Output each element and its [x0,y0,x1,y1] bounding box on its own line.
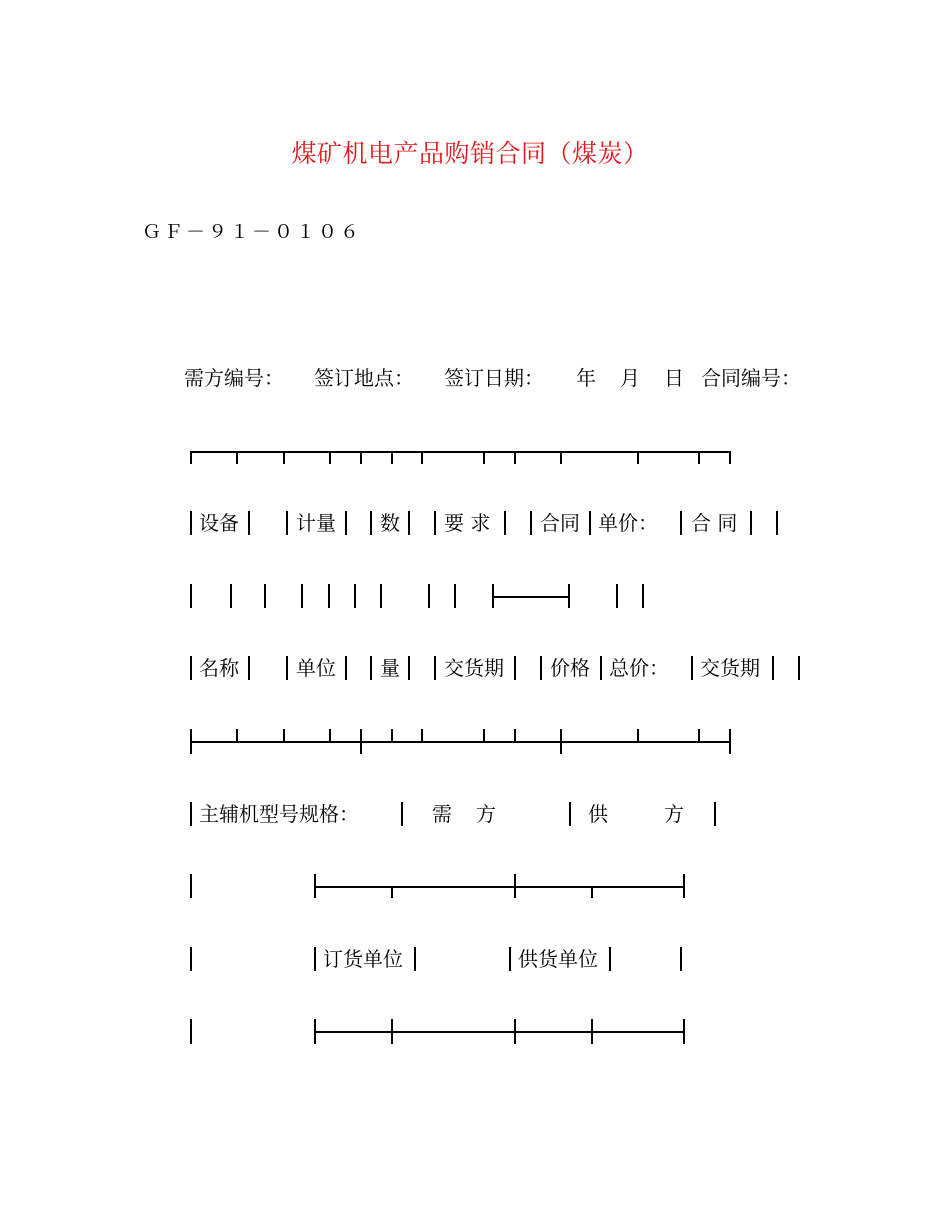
document-code: ＧＦ－９１－０１０６ [142,221,363,243]
cell-buyer-2: 方 [476,802,496,826]
cell-buyer: 需 [432,802,452,826]
sign-date-label: 签订日期： [444,366,544,390]
cell-spec: 主辅机型号规格： [199,802,359,826]
cell-unit-price: 单价： [598,511,658,535]
cell-total-price: 总价： [609,656,669,680]
cell-name: 名称 [199,656,239,680]
cell-order-unit: 订货单位 [323,947,403,971]
cell-supply-unit: 供货单位 [518,947,598,971]
cell-delivery-period-2: 交货期 [700,656,760,680]
month-label: 月 [620,366,640,390]
cell-requirement: 要 求 [444,511,491,535]
buyer-number-label: 需方编号： [184,366,284,390]
cell-measure: 计量 [296,511,336,535]
contract-number-label: 合同编号： [701,366,801,390]
sign-place-label: 签订地点： [314,366,414,390]
day-label: 日 [664,366,684,390]
cell-quantity: 数 [380,511,400,535]
cell-unit: 单位 [296,656,336,680]
year-label: 年 [576,366,596,390]
cell-equipment: 设备 [199,511,239,535]
cell-supplier: 供 [588,802,608,826]
cell-price: 价格 [550,656,590,680]
cell-contract: 合同 [540,511,580,535]
cell-contract-2: 合 同 [691,511,738,535]
cell-delivery-period: 交货期 [444,656,504,680]
cell-quantity-2: 量 [380,656,400,680]
cell-supplier-2: 方 [664,802,684,826]
document-title: 煤矿机电产品购销合同（煤炭） [291,139,649,168]
